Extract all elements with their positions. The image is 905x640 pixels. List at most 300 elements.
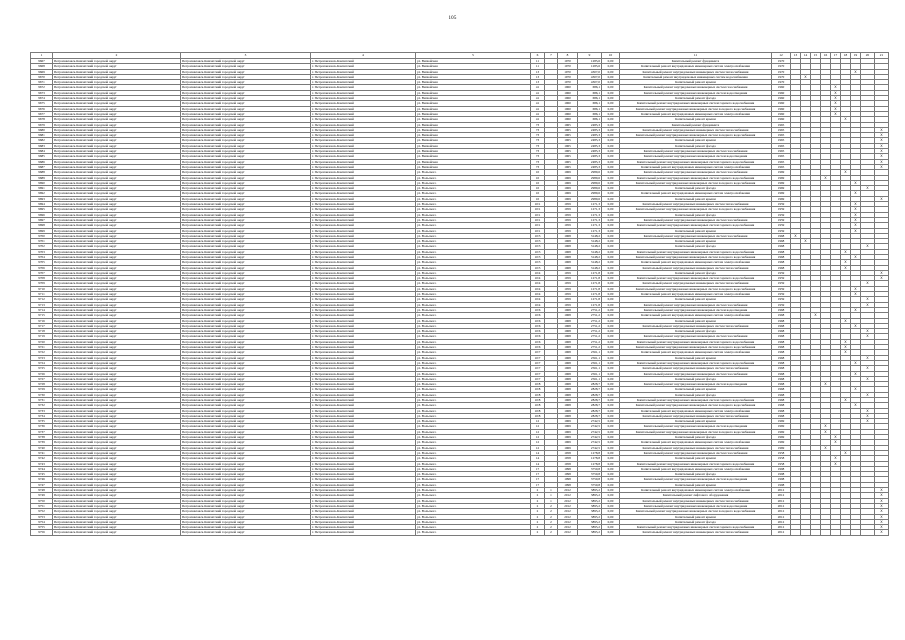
table-cell-col-1: 9712 xyxy=(31,297,53,302)
table-cell-col-9: 2751,2 xyxy=(578,339,602,344)
table-cell-col-5: ул. Вольского xyxy=(416,223,531,228)
table-cell-col-1: 9684 xyxy=(31,149,53,154)
table-cell-col-3: Петропавловск-Камчатский городской округ xyxy=(181,387,311,392)
table-cell-col-3: Петропавловск-Камчатский городской округ xyxy=(181,408,311,413)
table-cell-col-11: Капитальный ремонт внутридомовых инженерных систем холодного водоснабжения xyxy=(620,429,772,434)
table-cell-col-6: 2 xyxy=(531,514,545,519)
table-cell-col-5: ул. Вольского xyxy=(416,482,531,487)
table-cell-col-4: г. Петропавловск-Камчатский xyxy=(311,212,416,217)
table-cell-col-12: 1968 xyxy=(772,318,791,323)
table-cell-col-12: 2012 xyxy=(772,530,791,535)
table-cell-col-6: 17 xyxy=(531,482,545,487)
table-cell-col-21: X xyxy=(875,514,889,519)
table-cell-col-2: Петропавловск-Камчатский городской округ xyxy=(53,371,181,376)
table-cell-col-6: 10/1 xyxy=(531,228,545,233)
table-cell-col-1: 9751 xyxy=(31,503,53,508)
table-cell-col-11: Капитальный ремонт внутридомовых инженерных систем газоснабжения xyxy=(620,450,772,455)
table-cell-col-9: 3148,2 xyxy=(578,233,602,238)
table-cell-col-19: X xyxy=(851,371,861,376)
table-cell-col-8: 1965 xyxy=(558,127,578,132)
table-cell-col-11: Капитальный ремонт крыши xyxy=(620,456,772,461)
column-header-10: 10 xyxy=(602,53,620,59)
table-cell-col-3: Петропавловск-Камчатский городской округ xyxy=(181,334,311,339)
table-cell-col-6: 12 xyxy=(531,419,545,424)
table-cell-col-5: ул. Вольского xyxy=(416,254,531,259)
table-cell-col-18: X xyxy=(841,350,851,355)
table-cell-col-20: X xyxy=(861,334,875,339)
table-cell-col-12: 1965 xyxy=(772,159,791,164)
table-cell-col-11: Капитальный ремонт внутридомовых инженерных систем горячего водоснабжения xyxy=(620,398,772,403)
table-cell-col-4: г. Петропавловск-Камчатский xyxy=(311,217,416,222)
table-cell-col-8: 1959 xyxy=(558,302,578,307)
table-cell-col-10: 0,00 xyxy=(602,472,620,477)
table-cell-col-9: 2828,7 xyxy=(578,392,602,397)
table-cell-col-16: X xyxy=(821,445,831,450)
table-cell-col-11: Капитальный ремонт внутридомовых инженерных систем холодного водоснабжения xyxy=(620,254,772,259)
table-cell-col-10: 0,00 xyxy=(602,133,620,138)
table-cell-col-11: Капитальный ремонт внутридомовых инженерных систем электроснабжения xyxy=(620,260,772,265)
table-cell-col-4: г. Петропавловск-Камчатский xyxy=(311,323,416,328)
table-cell-col-11: Капитальный ремонт внутридомовых инженерных систем водоотведения xyxy=(620,503,772,508)
table-cell-col-1: 9736 xyxy=(31,424,53,429)
table-cell-col-9: 1278,8 xyxy=(578,450,602,455)
table-cell-col-1: 9682 xyxy=(31,138,53,143)
table-cell-col-2: Петропавловск-Камчатский городской округ xyxy=(53,239,181,244)
table-cell-col-4: г. Петропавловск-Камчатский xyxy=(311,164,416,169)
table-cell-col-11: Капитальный ремонт внутридомовых инженерных систем горячего водоснабжения xyxy=(620,175,772,180)
column-header-4: 4 xyxy=(311,53,416,59)
table-cell-col-10: 0,00 xyxy=(602,482,620,487)
table-cell-col-1: 9706 xyxy=(31,265,53,270)
table-cell-col-2: Петропавловск-Камчатский городской округ xyxy=(53,170,181,175)
table-cell-col-11: Капитальный ремонт фундамента xyxy=(620,122,772,127)
table-cell-col-5: ул. Вольского xyxy=(416,313,531,318)
table-cell-col-5: ул. Вольского xyxy=(416,472,531,477)
table-cell-col-1: 9718 xyxy=(31,329,53,334)
table-cell-col-10: 0,00 xyxy=(602,254,620,259)
table-cell-col-8: 1965 xyxy=(558,138,578,143)
table-cell-col-2: Петропавловск-Камчатский городской округ xyxy=(53,403,181,408)
column-header-8: 8 xyxy=(558,53,578,59)
table-cell-col-9: 686,1 xyxy=(578,96,602,101)
table-cell-col-4: г. Петропавловск-Камчатский xyxy=(311,260,416,265)
table-cell-col-4: г. Петропавловск-Камчатский xyxy=(311,223,416,228)
table-cell-col-9: 2751,2 xyxy=(578,307,602,312)
table-cell-col-3: Петропавловск-Камчатский городской округ xyxy=(181,445,311,450)
table-cell-col-12: 1959 xyxy=(772,202,791,207)
table-cell-col-10: 0,00 xyxy=(602,207,620,212)
table-cell-col-1: 9672 xyxy=(31,85,53,90)
table-cell-col-8: 2012 xyxy=(558,514,578,519)
table-cell-col-8: 1969 xyxy=(558,419,578,424)
table-cell-col-11: Капитальный ремонт лифтового оборудования xyxy=(620,493,772,498)
table-cell-col-16 xyxy=(821,530,831,535)
table-cell-col-9: 2742,5 xyxy=(578,440,602,445)
table-cell-col-9: 3895,2 xyxy=(578,488,602,493)
table-cell-col-2: Петропавловск-Камчатский городской округ xyxy=(53,530,181,535)
table-cell-col-12: 1959 xyxy=(772,207,791,212)
table-cell-col-2: Петропавловск-Камчатский городской округ xyxy=(53,424,181,429)
table-cell-col-8: 1959 xyxy=(558,286,578,291)
table-cell-col-4: г. Петропавловск-Камчатский xyxy=(311,350,416,355)
table-cell-col-11: Капитальный ремонт внутридомовых инженерных систем теплоснабжения xyxy=(620,127,772,132)
table-cell-col-10: 0,00 xyxy=(602,466,620,471)
table-cell-col-10: 0,00 xyxy=(602,435,620,440)
table-cell-col-5: ул. Вольского xyxy=(416,509,531,514)
table-cell-col-7: 2 xyxy=(545,509,558,514)
table-cell-col-12: 1960 xyxy=(772,117,791,122)
table-cell-col-9: 2989,6 xyxy=(578,186,602,191)
table-cell-col-5: ул. Вольского xyxy=(416,413,531,418)
table-cell-col-12: 1970 xyxy=(772,80,791,85)
table-cell-col-2: Петропавловск-Камчатский городской округ xyxy=(53,387,181,392)
table-cell-col-17: X xyxy=(831,85,841,90)
table-cell-col-5: ул. Вольского xyxy=(416,207,531,212)
table-cell-col-1: 9721 xyxy=(31,345,53,350)
table-cell-col-21: X xyxy=(875,196,889,201)
table-cell-col-12: 1965 xyxy=(772,164,791,169)
table-cell-col-10: 0,00 xyxy=(602,413,620,418)
table-cell-col-12: 1968 xyxy=(772,233,791,238)
table-cell-col-17: X xyxy=(831,90,841,95)
table-cell-col-5: ул. Вилюйская xyxy=(416,143,531,148)
table-cell-col-2: Петропавловск-Камчатский городской округ xyxy=(53,254,181,259)
table-cell-col-4: г. Петропавловск-Камчатский xyxy=(311,302,416,307)
table-cell-col-2: Петропавловск-Камчатский городской округ xyxy=(53,503,181,508)
table-cell-col-19: X xyxy=(851,286,861,291)
table-cell-col-2: Петропавловск-Камчатский городской округ xyxy=(53,154,181,159)
table-cell-col-10: 0,00 xyxy=(602,122,620,127)
table-cell-col-9: 3148,2 xyxy=(578,265,602,270)
table-cell-col-8: 1968 xyxy=(558,392,578,397)
table-cell-col-1: 9681 xyxy=(31,133,53,138)
table-cell-col-12: 1968 xyxy=(772,392,791,397)
table-cell-col-19: X xyxy=(851,292,861,297)
table-cell-col-3: Петропавловск-Камчатский городской округ xyxy=(181,186,311,191)
table-cell-col-4: г. Петропавловск-Камчатский xyxy=(311,514,416,519)
table-cell-col-10: 0,00 xyxy=(602,90,620,95)
table-cell-col-4: г. Петропавловск-Камчатский xyxy=(311,461,416,466)
table-cell-col-16: X xyxy=(821,175,831,180)
table-cell-col-6: 10/7 xyxy=(531,366,545,371)
table-cell-col-2: Петропавловск-Камчатский городской округ xyxy=(53,143,181,148)
table-cell-col-4: г. Петропавловск-Камчатский xyxy=(311,64,416,69)
table-cell-col-3: Петропавловск-Камчатский городской округ xyxy=(181,286,311,291)
column-header-16: 16 xyxy=(821,53,831,59)
table-cell-col-11: Капитальный ремонт внутридомовых инженерных систем электроснабжения xyxy=(620,191,772,196)
table-cell-col-10: 0,00 xyxy=(602,307,620,312)
table-cell-col-11: Капитальный ремонт внутридомовых инженерных систем холодного водоснабжения xyxy=(620,133,772,138)
table-cell-col-4: г. Петропавловск-Камчатский xyxy=(311,509,416,514)
table-cell-col-1: 9729 xyxy=(31,387,53,392)
table-cell-col-6: 2 xyxy=(531,525,545,530)
table-cell-col-19: X xyxy=(851,69,861,74)
table-cell-col-21: X xyxy=(875,127,889,132)
table-cell-col-21: X xyxy=(875,493,889,498)
table-cell-col-9: 1271,8 xyxy=(578,292,602,297)
table-cell-col-9: 2742,5 xyxy=(578,429,602,434)
table-cell-col-8: 2012 xyxy=(558,493,578,498)
table-cell-col-16: X xyxy=(821,429,831,434)
table-cell-col-12: 1969 xyxy=(772,429,791,434)
table-cell-col-19 xyxy=(851,530,861,535)
table-cell-col-3: Петропавловск-Камчатский городской округ xyxy=(181,493,311,498)
table-cell-col-10: 0,00 xyxy=(602,191,620,196)
table-cell-col-8: 1970 xyxy=(558,64,578,69)
table-cell-col-11: Капитальный ремонт внутридомовых инженерных систем холодного водоснабжения xyxy=(620,180,772,185)
table-cell-col-8: 1970 xyxy=(558,69,578,74)
table-cell-col-20: X xyxy=(861,408,875,413)
table-cell-col-6: 2 xyxy=(531,509,545,514)
table-cell-col-1: 9687 xyxy=(31,164,53,169)
table-cell-col-11: Капитальный ремонт крыши xyxy=(620,239,772,244)
table-cell-col-4: г. Петропавловск-Камчатский xyxy=(311,503,416,508)
table-cell-col-1: 9700 xyxy=(31,233,53,238)
table-cell-col-6: 2 xyxy=(531,493,545,498)
table-cell-col-1: 9698 xyxy=(31,223,53,228)
table-cell-col-6: 12 xyxy=(531,435,545,440)
table-cell-col-20: X xyxy=(861,366,875,371)
table-cell-col-1: 9685 xyxy=(31,154,53,159)
table-cell-col-12: 1960 xyxy=(772,96,791,101)
table-cell-col-1: 9741 xyxy=(31,450,53,455)
table-cell-col-9: 2742,5 xyxy=(578,419,602,424)
table-cell-col-11: Капитальный ремонт внутридомовых инженерных систем водоотведения xyxy=(620,477,772,482)
table-cell-col-2: Петропавловск-Камчатский городской округ xyxy=(53,440,181,445)
table-cell-col-12: 1969 xyxy=(772,435,791,440)
table-cell-col-4: г. Петропавловск-Камчатский xyxy=(311,329,416,334)
table-cell-col-8: 1960 xyxy=(558,117,578,122)
table-cell-col-9: 3895,2 xyxy=(578,498,602,503)
table-cell-col-11: Капитальный ремонт внутридомовых инженерных систем теплоснабжения xyxy=(620,413,772,418)
table-cell-col-10: 0,00 xyxy=(602,440,620,445)
table-cell-col-9: 4307,0 xyxy=(578,80,602,85)
table-cell-col-6: 10/6 xyxy=(531,307,545,312)
table-cell-col-9: 1285,6 xyxy=(578,59,602,64)
table-cell-col-5: ул. Вольского xyxy=(416,450,531,455)
table-cell-col-3: Петропавловск-Камчатский городской округ xyxy=(181,323,311,328)
table-cell-col-6: 41 xyxy=(531,101,545,106)
table-cell-col-2: Петропавловск-Камчатский городской округ xyxy=(53,297,181,302)
table-cell-col-10: 0,00 xyxy=(602,450,620,455)
table-cell-col-1: 9668 xyxy=(31,64,53,69)
table-cell-col-10: 0,00 xyxy=(602,286,620,291)
table-cell-col-2: Петропавловск-Камчатский городской округ xyxy=(53,69,181,74)
table-cell-col-8: 1968 xyxy=(558,265,578,270)
table-cell-col-9: 3750,8 xyxy=(578,477,602,482)
table-cell-col-7: 2 xyxy=(545,525,558,530)
table-cell-col-11: Капитальный ремонт фасада xyxy=(620,392,772,397)
table-cell-col-1: 9742 xyxy=(31,456,53,461)
table-cell-col-21: X xyxy=(875,270,889,275)
table-cell-col-11: Капитальный ремонт фасада xyxy=(620,143,772,148)
table-cell-col-5: ул. Вольского xyxy=(416,360,531,365)
table-cell-col-4: г. Петропавловск-Камчатский xyxy=(311,265,416,270)
table-cell-col-11: Капитальный ремонт внутридомовых инженерных систем теплоснабжения xyxy=(620,498,772,503)
capital-repair-table xyxy=(30,52,889,536)
table-cell-col-4: г. Петропавловск-Камчатский xyxy=(311,186,416,191)
table-cell-col-12: 1968 xyxy=(772,260,791,265)
table-cell-col-6: 17 xyxy=(531,472,545,477)
table-cell-col-1: 9738 xyxy=(31,435,53,440)
column-header-9: 9 xyxy=(578,53,602,59)
table-cell-col-2: Петропавловск-Камчатский городской округ xyxy=(53,408,181,413)
table-cell-col-6: 10/6 xyxy=(531,339,545,344)
table-cell-col-9: 2742,5 xyxy=(578,445,602,450)
table-cell-col-4: г. Петропавловск-Камчатский xyxy=(311,334,416,339)
table-cell-col-2: Петропавловск-Камчатский городской округ xyxy=(53,350,181,355)
table-cell-col-10: 0,00 xyxy=(602,276,620,281)
table-cell-col-6: 10/8 xyxy=(531,387,545,392)
table-cell-col-2: Петропавловск-Камчатский городской округ xyxy=(53,249,181,254)
table-cell-col-2: Петропавловск-Камчатский городской округ xyxy=(53,138,181,143)
table-cell-col-5: ул. Вольского xyxy=(416,514,531,519)
table-cell-col-5: ул. Вольского xyxy=(416,403,531,408)
table-cell-col-4: г. Петропавловск-Камчатский xyxy=(311,286,416,291)
table-cell-col-8: 1960 xyxy=(558,96,578,101)
table-cell-col-20: X xyxy=(861,419,875,424)
table-cell-col-8: 1968 xyxy=(558,360,578,365)
table-cell-col-10: 0,00 xyxy=(602,260,620,265)
table-cell-col-10: 0,00 xyxy=(602,239,620,244)
table-cell-col-20: X xyxy=(861,329,875,334)
table-cell-col-4: г. Петропавловск-Камчатский xyxy=(311,154,416,159)
table-cell-col-19: X xyxy=(851,180,861,185)
table-cell-col-9: 2751,2 xyxy=(578,323,602,328)
table-cell-col-11: Капитальный ремонт внутридомовых инженерных систем горячего водоснабжения xyxy=(620,101,772,106)
table-cell-col-1: 9707 xyxy=(31,270,53,275)
table-cell-col-10: 0,00 xyxy=(602,69,620,74)
table-cell-col-12: 1959 xyxy=(772,228,791,233)
table-cell-col-12: 1968 xyxy=(772,398,791,403)
table-cell-col-12: 1968 xyxy=(772,345,791,350)
table-cell-col-4: г. Петропавловск-Камчатский xyxy=(311,307,416,312)
table-cell-col-12: 2012 xyxy=(772,525,791,530)
table-cell-col-2: Петропавловск-Камчатский городской округ xyxy=(53,286,181,291)
table-cell-col-3: Петропавловск-Камчатский городской округ xyxy=(181,398,311,403)
table-cell-col-12: 1969 xyxy=(772,175,791,180)
table-cell-col-5: ул. Вольского xyxy=(416,334,531,339)
table-cell-col-4: г. Петропавловск-Камчатский xyxy=(311,313,416,318)
table-cell-col-1: 9705 xyxy=(31,260,53,265)
table-cell-col-10: 0,00 xyxy=(602,371,620,376)
table-cell-col-2: Петропавловск-Камчатский городской округ xyxy=(53,175,181,180)
table-cell-col-20: X xyxy=(861,297,875,302)
table-cell-col-1: 9748 xyxy=(31,488,53,493)
table-cell-col-8: 1998 xyxy=(558,482,578,487)
table-cell-col-5: ул. Вилюйская xyxy=(416,127,531,132)
table-cell-col-4: г. Петропавловск-Камчатский xyxy=(311,482,416,487)
table-cell-col-9: 2485,3 xyxy=(578,133,602,138)
table-cell-col-2: Петропавловск-Камчатский городской округ xyxy=(53,265,181,270)
table-cell-col-8: 2012 xyxy=(558,519,578,524)
table-cell-col-3: Петропавловск-Камчатский городской округ xyxy=(181,175,311,180)
table-cell-col-2: Петропавловск-Камчатский городской округ xyxy=(53,477,181,482)
table-cell-col-9: 3895,2 xyxy=(578,509,602,514)
table-cell-col-5: ул. Вольского xyxy=(416,408,531,413)
table-cell-col-8: 1965 xyxy=(558,133,578,138)
table-cell-col-6: 10/3 xyxy=(531,233,545,238)
table-cell-col-11: Капитальный ремонт внутридомовых инженерных систем электроснабжения xyxy=(620,313,772,318)
column-header-20: 20 xyxy=(861,53,875,59)
table-cell-col-6: 41 xyxy=(531,85,545,90)
table-cell-col-19: X xyxy=(851,323,861,328)
table-cell-col-5: ул. Вольского xyxy=(416,345,531,350)
table-cell-col-2: Петропавловск-Камчатский городской округ xyxy=(53,281,181,286)
table-cell-col-9: 2751,2 xyxy=(578,345,602,350)
table-cell-col-2: Петропавловск-Камчатский городской округ xyxy=(53,270,181,275)
table-cell-col-4: г. Петропавловск-Камчатский xyxy=(311,59,416,64)
table-cell-col-1: 9673 xyxy=(31,90,53,95)
table-cell-col-9: 2561,1 xyxy=(578,366,602,371)
table-cell-col-6: 14 xyxy=(531,456,545,461)
column-header-18: 18 xyxy=(841,53,851,59)
table-cell-col-5: ул. Вилюйская xyxy=(416,133,531,138)
table-cell-col-1: 9704 xyxy=(31,254,53,259)
table-cell-col-3: Петропавловск-Камчатский городской округ xyxy=(181,419,311,424)
table-cell-col-6: 14 xyxy=(531,450,545,455)
table-cell-col-12: 1998 xyxy=(772,482,791,487)
table-cell-col-11: Капитальный ремонт внутридомовых инженерных систем электроснабжения xyxy=(620,350,772,355)
table-cell-col-11: Капитальный ремонт внутридомовых инженерных систем водоснабжения xyxy=(620,74,772,79)
table-cell-col-9: 2561,1 xyxy=(578,371,602,376)
table-cell-col-2: Петропавловск-Камчатский городской округ xyxy=(53,260,181,265)
table-cell-col-11: Капитальный ремонт внутридомовых инженерных систем водоотведения xyxy=(620,424,772,429)
table-cell-col-9: 1271,8 xyxy=(578,281,602,286)
table-cell-col-5: ул. Вольского xyxy=(416,382,531,387)
table-cell-col-2: Петропавловск-Камчатский городской округ xyxy=(53,498,181,503)
table-cell-col-12: 1958 xyxy=(772,456,791,461)
table-cell-col-9: 2989,6 xyxy=(578,175,602,180)
table-cell-col-11: Капитальный ремонт внутридомовых инженерных систем холодного водоснабжения xyxy=(620,207,772,212)
table-cell-col-6: 10/1 xyxy=(531,217,545,222)
table-cell-col-12: 1968 xyxy=(772,413,791,418)
table-cell-col-4: г. Петропавловск-Камчатский xyxy=(311,435,416,440)
table-cell-col-1: 9735 xyxy=(31,419,53,424)
table-cell-col-2: Петропавловск-Камчатский городской округ xyxy=(53,450,181,455)
table-cell-col-5: ул. Вольского xyxy=(416,244,531,249)
table-cell-col-8: 1998 xyxy=(558,477,578,482)
table-cell-col-2: Петропавловск-Камчатский городской округ xyxy=(53,493,181,498)
table-cell-col-9: 686,1 xyxy=(578,90,602,95)
table-cell-col-10: 0,00 xyxy=(602,85,620,90)
table-cell-col-12: 1969 xyxy=(772,170,791,175)
table-cell-col-6: 12 xyxy=(531,429,545,434)
table-cell-col-1: 9734 xyxy=(31,413,53,418)
table-cell-col-1: 9716 xyxy=(31,318,53,323)
table-cell-col-8: 1959 xyxy=(558,292,578,297)
table-cell-col-3: Петропавловск-Камчатский городской округ xyxy=(181,196,311,201)
table-cell-col-9: 2485,3 xyxy=(578,154,602,159)
table-cell-col-2: Петропавловск-Камчатский городской округ xyxy=(53,445,181,450)
table-cell-col-1: 9717 xyxy=(31,323,53,328)
table-cell-col-20: X xyxy=(861,186,875,191)
table-cell-col-5: ул. Вольского xyxy=(416,180,531,185)
table-cell-col-8: 1968 xyxy=(558,334,578,339)
table-cell-col-12: 1968 xyxy=(772,334,791,339)
table-cell-col-12: 1968 xyxy=(772,403,791,408)
table-cell-col-3: Петропавловск-Камчатский городской округ xyxy=(181,318,311,323)
table-cell-col-5: ул. Вольского xyxy=(416,212,531,217)
column-header-2: 2 xyxy=(53,53,181,59)
table-cell-col-9: 686,1 xyxy=(578,106,602,111)
table-cell-col-4: г. Петропавловск-Камчатский xyxy=(311,80,416,85)
table-cell-col-9: 3148,2 xyxy=(578,260,602,265)
table-cell-col-1: 9675 xyxy=(31,101,53,106)
table-cell-col-12: 1965 xyxy=(772,127,791,132)
table-cell-col-10: 0,00 xyxy=(602,419,620,424)
table-cell-col-4: г. Петропавловск-Камчатский xyxy=(311,403,416,408)
